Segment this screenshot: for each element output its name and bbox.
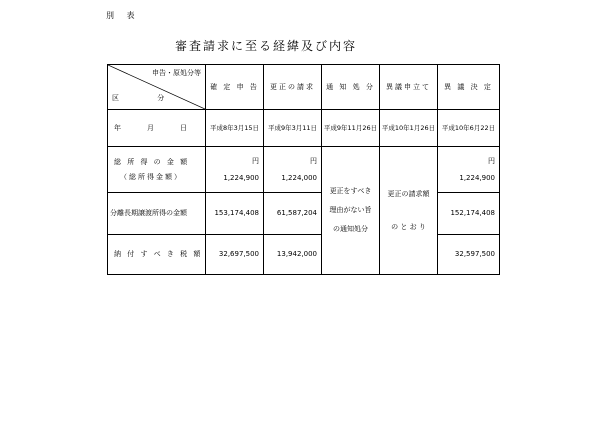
row-label-total-income [108, 147, 206, 193]
notice-line: の通知処分 [333, 224, 368, 233]
date-cell: 平成8年3月15日 [206, 110, 264, 147]
header-corner-cell [108, 65, 206, 110]
row-label-date: 年 月 日 [108, 110, 206, 147]
case-history-table [107, 64, 500, 275]
column-header: 更正の請求 [264, 65, 322, 110]
value-text: 1,224,900 [223, 173, 259, 182]
table-row [108, 235, 500, 275]
notice-line: 更正をすべき [329, 187, 372, 196]
date-cell: 平成9年11月26日 [322, 110, 380, 147]
header-corner-top: 申告・原処分等 [152, 69, 201, 77]
yen-unit: 円 [310, 156, 317, 165]
objection-line: の と お り [391, 222, 426, 231]
value-cell: 153,174,408 [206, 193, 264, 235]
value-cell: 13,942,000 [264, 235, 322, 275]
column-header: 異議申立て [380, 65, 438, 110]
value-cell: 152,174,408 [438, 193, 500, 235]
row-label-line: 総 所 得 の 金 額 [114, 157, 190, 166]
annex-label: 別 表 [106, 11, 140, 20]
value-cell: 61,587,204 [264, 193, 322, 235]
objection-line: 更正の請求額 [387, 189, 430, 198]
date-cell: 平成10年6月22日 [438, 110, 500, 147]
table-header-row [108, 65, 500, 110]
row-label-line: （総所得金額） [120, 172, 183, 181]
row-label-tax-due: 納 付 す べ き 税 額 [108, 235, 206, 275]
notice-merged-cell [322, 147, 380, 275]
yen-unit: 円 [488, 156, 495, 165]
page-title: 審査請求に至る経緯及び内容 [175, 39, 358, 53]
column-header: 通 知 処 分 [322, 65, 380, 110]
header-corner-bottom: 区 分 [112, 94, 183, 103]
value-text: 1,224,900 [459, 173, 495, 182]
value-cell: 32,697,500 [206, 235, 264, 275]
date-cell: 平成9年3月11日 [264, 110, 322, 147]
column-header: 異 議 決 定 [438, 65, 500, 110]
table-row [108, 147, 500, 193]
yen-unit: 円 [252, 156, 259, 165]
objection-merged-cell [380, 147, 438, 275]
table-row [108, 193, 500, 235]
table-row [108, 110, 500, 147]
value-cell [438, 147, 500, 193]
value-cell [206, 147, 264, 193]
value-cell [264, 147, 322, 193]
value-text: 1,224,000 [281, 173, 317, 182]
notice-line: 理由がない旨 [329, 206, 372, 215]
value-cell: 32,597,500 [438, 235, 500, 275]
date-cell: 平成10年1月26日 [380, 110, 438, 147]
row-label-separate-long-term: 分離長期譲渡所得の金額 [108, 193, 206, 235]
column-header: 確 定 申 告 [206, 65, 264, 110]
